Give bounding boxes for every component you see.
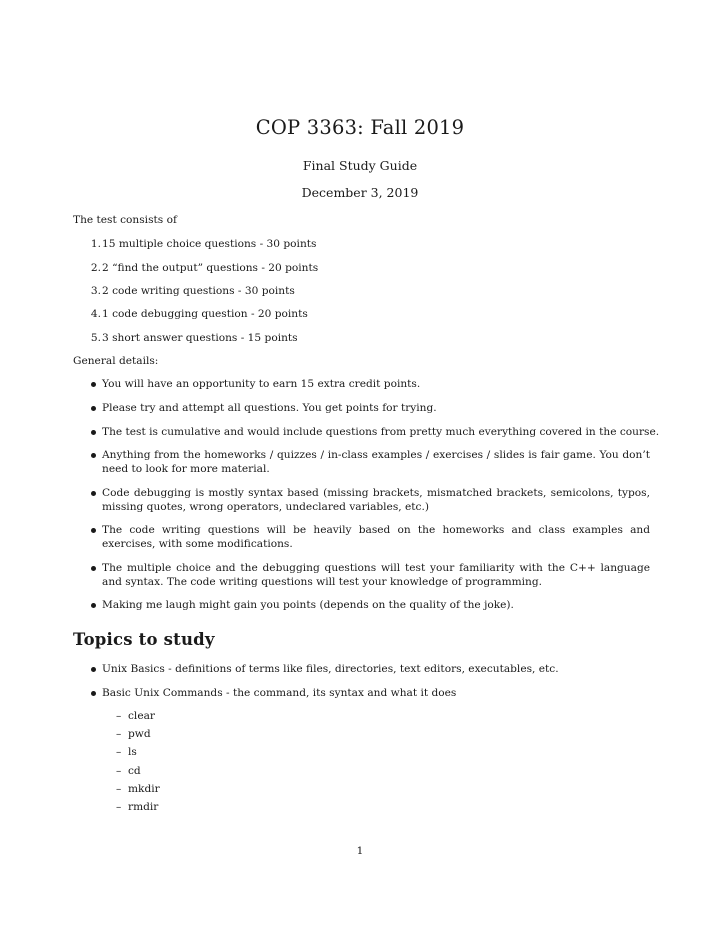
item-text: The test is cumulative and would include questions from pretty much everything covered in the course.	[102, 426, 660, 438]
bullet-icon	[91, 691, 96, 696]
bullet-icon	[91, 382, 96, 387]
document-date: December 3, 2019	[301, 185, 419, 200]
item-text: Code debugging is mostly syntax based (missing brackets, mismatched brackets, semicolons, typos, missing quotes, wrong operators, undeclared variables, etc.)	[102, 487, 650, 513]
bullet-icon	[91, 406, 96, 411]
bullet-icon	[91, 603, 96, 608]
bullet-icon	[91, 491, 96, 496]
item-text: 15 multiple choice questions - 30 points	[102, 238, 317, 250]
item-text: 3 short answer questions - 15 points	[102, 332, 298, 344]
bullet-icon	[91, 453, 96, 458]
item-text: 2 code writing questions - 30 points	[102, 285, 295, 297]
item-text: 2 “find the output” questions - 20 points	[102, 262, 319, 274]
general-details-heading: General details:	[73, 355, 159, 367]
section-heading-topics: Topics to study	[73, 630, 215, 649]
document-title: COP 3363: Fall 2019	[255, 116, 465, 139]
dash-icon: –	[116, 765, 122, 777]
dash-icon: –	[116, 783, 122, 795]
bullet-icon	[91, 667, 96, 672]
command-name: mkdir	[128, 783, 160, 795]
document-subtitle: Final Study Guide	[302, 158, 418, 173]
command-name: pwd	[128, 728, 151, 740]
intro-text: The test consists of	[73, 214, 177, 226]
item-number: 3.	[90, 285, 101, 297]
item-number: 1.	[90, 238, 101, 250]
command-name: ls	[128, 746, 137, 758]
command-name: rmdir	[128, 801, 159, 813]
item-text: 1 code debugging question - 20 points	[102, 308, 308, 320]
item-text: Anything from the homeworks / quizzes / in-class examples / exercises / slides is fair game. You don’t need to look for more material.	[102, 449, 650, 475]
item-number: 4.	[90, 308, 101, 320]
bullet-icon	[91, 430, 96, 435]
dash-icon: –	[116, 710, 122, 722]
page-number: 1	[356, 845, 364, 857]
command-name: clear	[128, 710, 155, 722]
item-text: The code writing questions will be heavily based on the homeworks and class examples and exercises, with some modifications.	[102, 524, 650, 550]
bullet-icon	[91, 566, 96, 571]
item-number: 5.	[90, 332, 101, 344]
dash-icon: –	[116, 801, 122, 813]
item-text: Please try and attempt all questions. You get points for trying.	[102, 402, 437, 414]
item-text: Basic Unix Commands - the command, its syntax and what it does	[102, 687, 457, 699]
item-text: Making me laugh might gain you points (depends on the quality of the joke).	[102, 599, 514, 611]
command-name: cd	[128, 765, 141, 777]
item-text: Unix Basics - definitions of terms like files, directories, text editors, executables, etc.	[102, 663, 559, 675]
item-text: The multiple choice and the debugging questions will test your familiarity with the C++ language and syntax. The code writing questions will test your knowledge of programming.	[102, 562, 650, 588]
bullet-icon	[91, 528, 96, 533]
dash-icon: –	[116, 746, 122, 758]
item-number: 2.	[90, 262, 101, 274]
dash-icon: –	[116, 728, 122, 740]
item-text: You will have an opportunity to earn 15 extra credit points.	[102, 378, 421, 390]
